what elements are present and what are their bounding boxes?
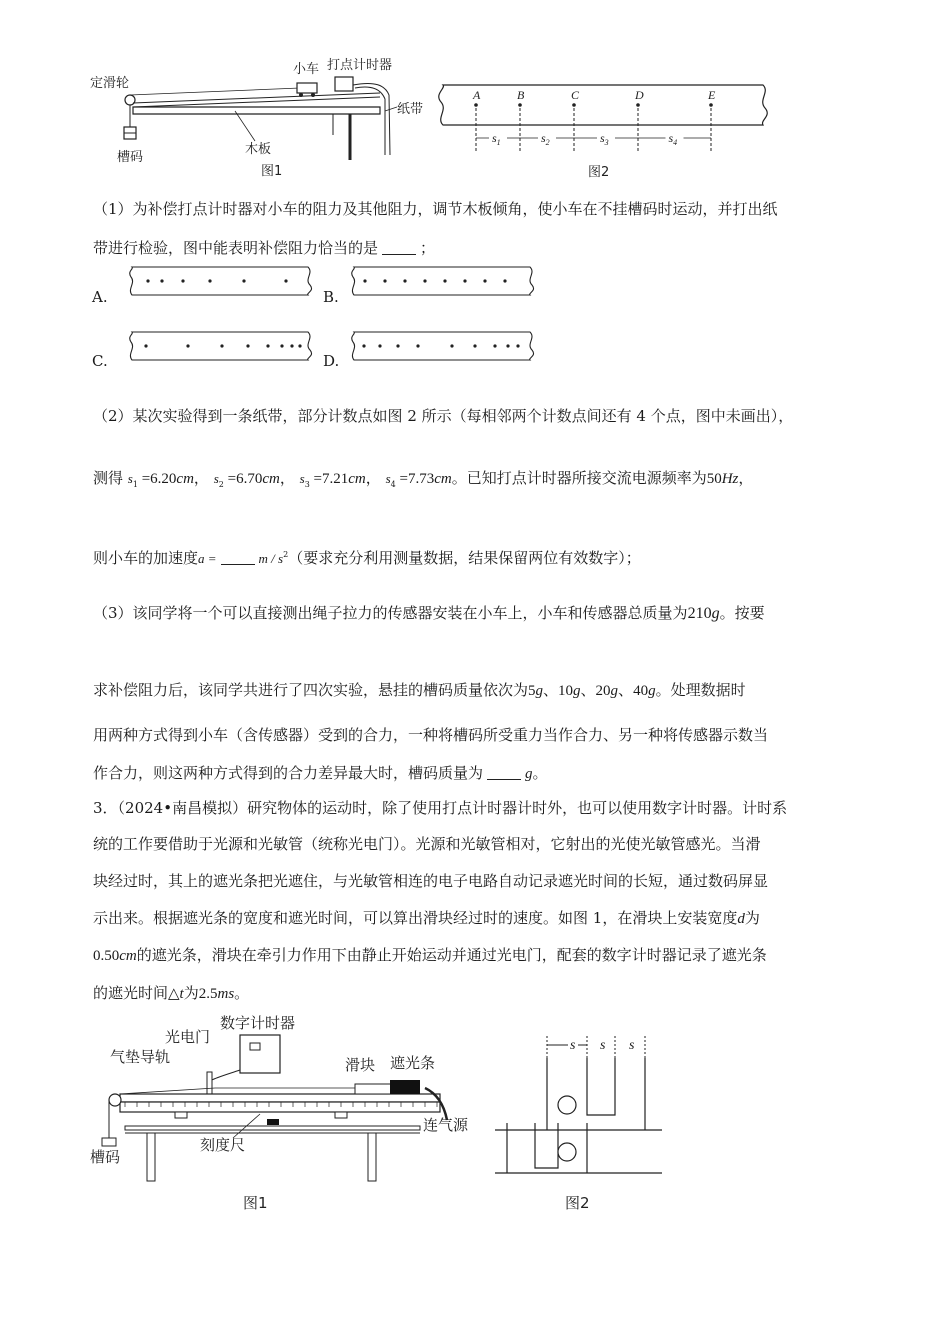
measure-prefix: 测得	[93, 469, 124, 487]
tape-point-B	[518, 103, 522, 107]
p3-line4: 示出来。根据遮光条的宽度和遮光时间，可以算出滑块经过时的速度。如图 1，在滑块上安装宽度d为	[93, 909, 760, 927]
tape-point-label: D	[635, 88, 644, 102]
label-cart: 小车	[293, 62, 320, 77]
digital-timer-icon	[240, 1035, 280, 1073]
tape-point-label: A	[473, 88, 481, 102]
label-digital-timer: 数字计时器	[220, 1014, 296, 1032]
label-tape: 纸带	[397, 102, 424, 117]
q1-line2	[93, 238, 435, 258]
answer-blank-accel[interactable]	[221, 550, 255, 565]
tape-point-label: B	[517, 88, 525, 102]
tape-point-D	[636, 103, 640, 107]
option-c-label[interactable]: C.	[92, 352, 108, 370]
q3-line3: 用两种方式得到小车（含传感器）受到的合力，一种将槽码所受重力当作合力、另一种将传感器示数当	[93, 726, 769, 744]
q2-measure-line: 测得 $s_1 =6.20cm$， $s_2 =6.70cm$， $s_3 =7.21cm$， $s_4 =7.73cm$。已知打点计时器所接交流电源频率为50Hz，	[93, 469, 754, 489]
freq-value: 50	[706, 471, 722, 487]
figure-caption-2: 图2	[588, 165, 610, 180]
option-b-tape[interactable]	[350, 265, 535, 297]
label-ruler: 刻度尺	[200, 1136, 246, 1154]
board	[133, 107, 380, 114]
mass-1: 5	[528, 683, 536, 699]
tape-point-C	[572, 103, 576, 107]
light-spot-1	[558, 1096, 576, 1114]
mass-4: 40	[633, 683, 649, 699]
q2-line1: （2）某次实验得到一条纸带，部分计数点如图 2 所示（每相邻两个计数点间还有 4 个点，图中未画出），	[93, 407, 794, 425]
option-d-label[interactable]: D.	[323, 352, 340, 370]
tape-segment-label: $s_1$	[492, 131, 501, 147]
label-air-track: 气垫导轨	[110, 1048, 171, 1066]
option-d-tape[interactable]	[350, 330, 535, 362]
label-photogate: 光电门	[165, 1028, 211, 1046]
p3-line1: 3．（2024•南昌模拟）研究物体的运动时，除了使用打点计时器计时外，也可以使用数字计时器。计时系	[93, 799, 788, 817]
accel-symbol: a =	[198, 551, 217, 566]
q3-line1: （3）该同学将一个可以直接测出绳子拉力的传感器安装在小车上，小车和传感器总质量为210g。按要	[93, 604, 765, 622]
q1-end: ；	[420, 239, 436, 257]
label-hook-weight-2: 槽码	[90, 1148, 121, 1166]
s4-value: 7.73	[407, 471, 435, 487]
figure-caption: 图1	[261, 164, 283, 179]
q3-line2: 求补偿阻力后，该同学共进行了四次实验，悬挂的槽码质量依次为5g、10g、20g、40g。处理数据时	[93, 681, 746, 699]
hook-weight-icon-2	[102, 1138, 116, 1146]
answer-blank-mass[interactable]	[487, 765, 521, 780]
s2-value: 6.70	[236, 471, 263, 487]
q1-prompt: 带进行检验，图中能表明补偿阻力恰当的是	[93, 239, 379, 257]
option-a-tape[interactable]	[128, 265, 313, 297]
label-timer: 打点计时器	[327, 58, 393, 73]
option-c-tape[interactable]	[128, 330, 313, 362]
answer-blank-q1[interactable]	[382, 240, 416, 255]
t-symbol: t	[179, 986, 184, 1002]
figure-air-track	[85, 1010, 485, 1215]
option-a-label[interactable]: A.	[92, 288, 108, 306]
tape-point-label: C	[571, 88, 580, 102]
tape-segment-label: $s_3$	[600, 131, 609, 147]
label-slider: 滑块	[345, 1056, 376, 1074]
figure-incline-apparatus	[85, 55, 445, 185]
width-value: 0.50	[93, 948, 120, 964]
option-b-label[interactable]: B.	[323, 288, 339, 306]
tape-point-A	[474, 103, 478, 107]
label-hook-weight: 槽码	[117, 150, 144, 165]
p3-line6: 的遮光时间△t为2.5ms。	[93, 984, 250, 1002]
photogate-icon	[207, 1072, 212, 1094]
figure-shading-positions	[490, 1030, 670, 1215]
q1-line1: （1）为补偿打点计时器对小车的阻力及其他阻力，调节木板倾角，使小车在不挂槽码时运动，并打出纸	[93, 200, 778, 218]
tape-segment-label: $s_2$	[541, 131, 550, 147]
pulley-icon-2	[109, 1094, 121, 1106]
tape-segment-label: $s_4$	[668, 131, 678, 147]
time-value: 2.5	[198, 986, 218, 1002]
figure-caption-3: 图1	[243, 1194, 268, 1212]
q3-line4: 作合力，则这两种方式得到的合力差异最大时，槽码质量为 g。	[93, 764, 548, 782]
slider-block	[355, 1084, 395, 1094]
d-symbol: d	[737, 911, 745, 927]
s1-value: 6.20	[150, 471, 177, 487]
label-shade-strip: 遮光条	[390, 1054, 436, 1072]
p3-line2: 统的工作要借助于光源和光敏管（统称光电门）。光源和光敏管相对，它射出的光使光敏管感光。当滑	[93, 835, 761, 853]
light-spot-2	[558, 1143, 576, 1161]
p3-line3: 块经过时，其上的遮光条把光遮住，与光敏管相连的电子电路自动记录遮光时间的长短，通过数码屏显	[93, 872, 769, 890]
s-label-2: s	[600, 1038, 606, 1053]
tape-point-label: E	[708, 88, 716, 102]
mass-2: 10	[558, 683, 574, 699]
figure-caption-4: 图2	[565, 1194, 590, 1212]
label-board: 木板	[245, 142, 272, 157]
shade-strip-icon	[390, 1080, 420, 1094]
tape-point-E	[709, 103, 713, 107]
figure-tape-points	[438, 80, 773, 180]
air-track-rail	[120, 1094, 440, 1102]
s3-value: 7.21	[322, 471, 349, 487]
mass-total: 210	[687, 605, 712, 622]
timer-icon	[335, 77, 353, 91]
pulley-icon	[125, 95, 135, 105]
label-air-source: 连气源	[423, 1116, 469, 1134]
label-pulley: 定滑轮	[90, 76, 130, 91]
q2-accel-line: 则小车的加速度$a = m / s^2$（要求充分利用测量数据，结果保留两位有效数字）；	[93, 549, 641, 567]
cart-icon	[297, 83, 317, 93]
p3-line5: 0.50cm的遮光条，滑块在牵引力作用下由静止开始运动并通过光电门，配套的数字计时器记录了遮光条	[93, 946, 767, 964]
mass-3: 20	[595, 683, 611, 699]
s-label-1: s	[570, 1038, 576, 1053]
s-label-3: s	[629, 1038, 635, 1053]
